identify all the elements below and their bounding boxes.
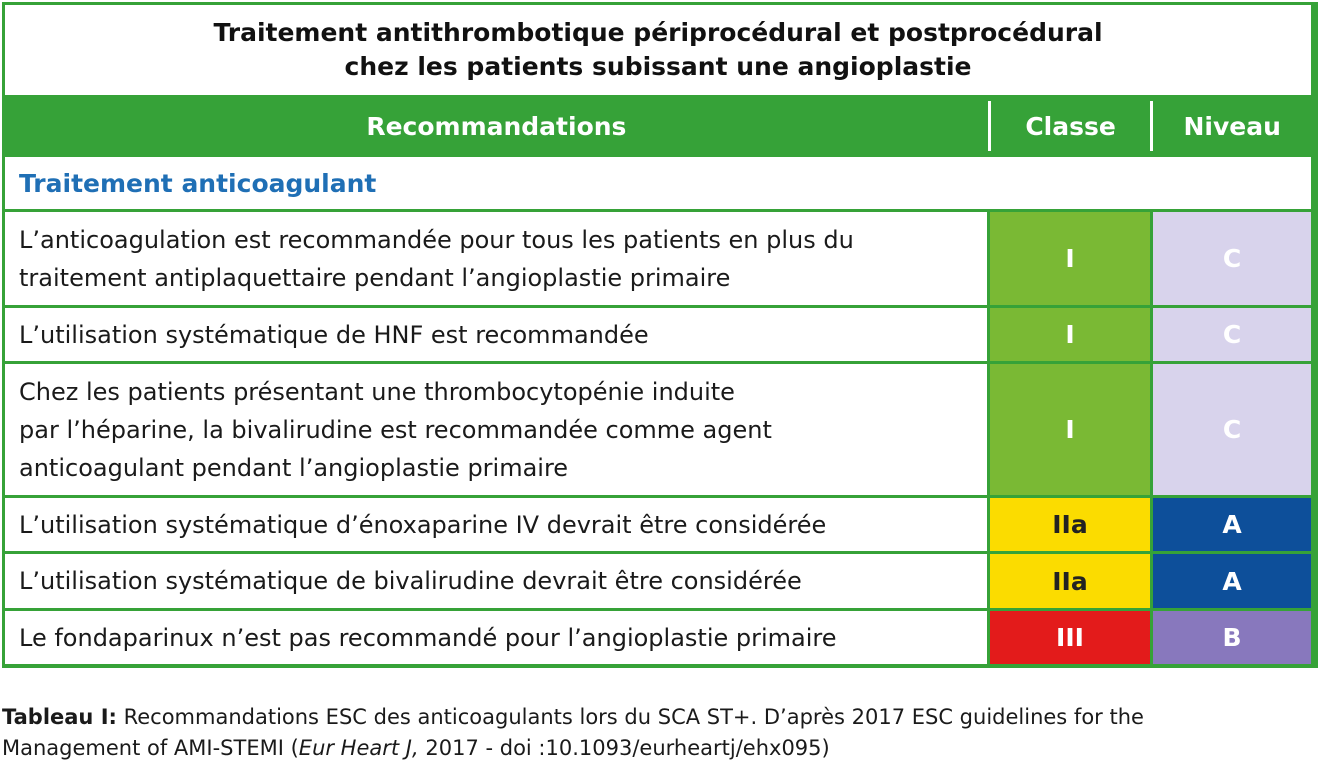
recommendation-text (5, 498, 987, 551)
caption-label: Tableau I: (2, 705, 117, 729)
level-badge: A (1153, 554, 1311, 608)
level-badge: A (1153, 498, 1311, 551)
caption-text1: Recommandations ESC des anticoagulants lors du SCA ST+. D’après 2017 ESC guidelines for the (116, 705, 1144, 729)
table-row (5, 498, 1311, 551)
table-row (5, 364, 1311, 495)
table-caption (2, 702, 1318, 764)
table-title (5, 5, 1311, 95)
recommendation-text (5, 364, 987, 495)
recommendation-line: anticoagulant pendant l’angioplastie primaire (19, 453, 569, 482)
class-badge: I (990, 364, 1150, 495)
level-badge: B (1153, 611, 1311, 664)
recommendation-line: traitement antiplaquettaire pendant l’angioplastie primaire (19, 263, 731, 292)
recommendation-text (5, 308, 987, 361)
header-niveau: Niveau (1183, 111, 1281, 141)
caption-line2 (2, 733, 1318, 764)
class-badge: I (990, 308, 1150, 361)
table-header-row (5, 98, 1311, 154)
caption-line1 (2, 702, 1318, 733)
table-row (5, 212, 1311, 305)
table-title-line1: Traitement antithrombotique périprocédural et postprocédural (213, 18, 1103, 47)
table-row (5, 611, 1311, 664)
caption-journal: Eur Heart J, (298, 736, 419, 760)
recommendation-line: L’utilisation systématique de HNF est recommandée (19, 320, 649, 349)
class-badge: III (990, 611, 1150, 664)
class-badge: IIa (990, 498, 1150, 551)
recommendation-line: L’utilisation systématique d’énoxaparine IV devrait être considérée (19, 510, 827, 539)
caption-text2b: 2017 - doi :10.1093/eurheartj/ehx095) (418, 736, 830, 760)
recommendation-text (5, 611, 987, 664)
header-recommandations: Recommandations (366, 111, 627, 141)
recommendation-text (5, 554, 987, 608)
level-badge: C (1153, 212, 1311, 305)
recommendation-text (5, 212, 987, 305)
table-title-line2: chez les patients subissant une angioplastie (344, 52, 972, 81)
recommendation-line: L’utilisation systématique de bivalirudine devrait être considérée (19, 567, 802, 595)
recommendation-line: Le fondaparinux n’est pas recommandé pour l’angioplastie primaire (19, 623, 837, 652)
header-classe: Classe (1025, 111, 1116, 141)
level-badge: C (1153, 308, 1311, 361)
recommendation-line: L’anticoagulation est recommandée pour tous les patients en plus du (19, 225, 854, 254)
recommendation-line: Chez les patients présentant une thrombocytopénie induite (19, 377, 735, 406)
caption-text2a: Management of AMI-STEMI ( (2, 736, 299, 760)
table-row (5, 308, 1311, 361)
class-badge: I (990, 212, 1150, 305)
section-heading: Traitement anticoagulant (5, 157, 1311, 209)
class-badge: IIa (990, 554, 1150, 608)
level-badge: C (1153, 364, 1311, 495)
recommendation-line: par l’héparine, la bivalirudine est recommandée comme agent (19, 415, 772, 444)
table-row (5, 554, 1311, 608)
